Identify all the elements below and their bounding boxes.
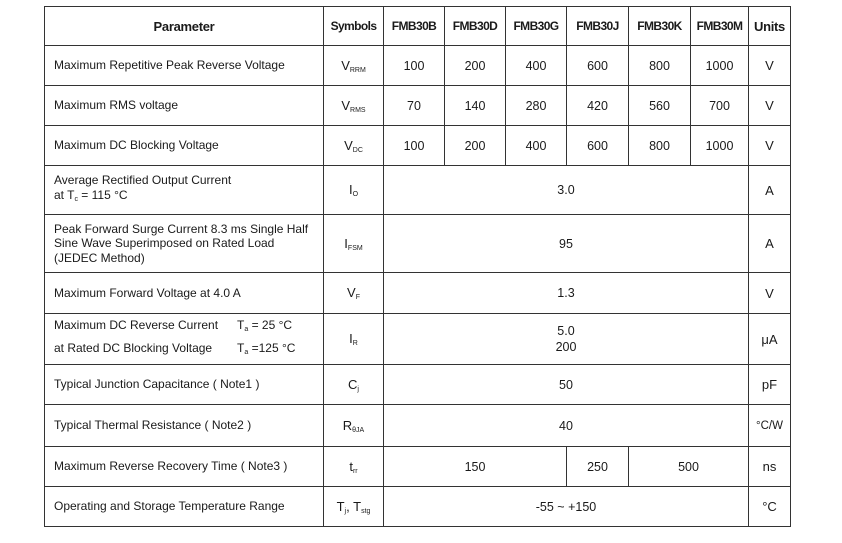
row-rth — [45, 405, 791, 447]
symbol-cell: $V_F$ — [324, 273, 384, 314]
unit-cell: V — [749, 273, 791, 314]
value-cell: -55 ~ +150 — [384, 487, 749, 527]
unit-cell: V — [749, 126, 791, 166]
value-cell: 150 — [384, 447, 567, 487]
value-cell: 800 — [629, 46, 691, 86]
unit-cell: pF — [749, 365, 791, 405]
header-part-1: FMB30B — [384, 7, 445, 46]
header-part-5: FMB30K — [629, 7, 691, 46]
header-parameter: Parameter — [45, 7, 324, 46]
value-cell: 200 — [445, 46, 506, 86]
value-cell: 100 — [384, 126, 445, 166]
param-label: Average Rectified Output Current at $T_c = 115$ °C — [45, 166, 324, 215]
value-cell: 700 — [691, 86, 749, 126]
specifications-table — [44, 6, 791, 527]
row-ir — [45, 314, 791, 365]
row-vdc — [45, 126, 791, 166]
header-part-4: FMB30J — [567, 7, 629, 46]
param-label: Maximum Repetitive Peak Reverse Voltage — [45, 46, 324, 86]
value-cell: 40 — [384, 405, 749, 447]
value-cell: 95 — [384, 215, 749, 273]
row-vrms — [45, 86, 791, 126]
row-temp — [45, 487, 791, 527]
value-cell: 5.0 200 — [384, 314, 749, 365]
symbol-cell: $I_{FSM}$ — [324, 215, 384, 273]
header-symbols: Symbols — [324, 7, 384, 46]
unit-cell: °C — [749, 487, 791, 527]
param-label: Maximum DC Reverse Current $T_a = 25$ °C at Rated DC Blocking Voltage $T_a =125$ °C — [45, 314, 324, 365]
symbol-cell: $I_R$ — [324, 314, 384, 365]
value-cell: 3.0 — [384, 166, 749, 215]
row-trr — [45, 447, 791, 487]
value-cell: 420 — [567, 86, 629, 126]
value-cell: 800 — [629, 126, 691, 166]
symbol-cell: $C_j$ — [324, 365, 384, 405]
value-cell: 500 — [629, 447, 749, 487]
unit-cell: V — [749, 86, 791, 126]
value-cell: 560 — [629, 86, 691, 126]
value-cell: 70 — [384, 86, 445, 126]
row-vf — [45, 273, 791, 314]
value-cell: 600 — [567, 46, 629, 86]
value-cell: 250 — [567, 447, 629, 487]
value-cell: 1000 — [691, 126, 749, 166]
symbol-cell: $t_{rr}$ — [324, 447, 384, 487]
value-cell: 400 — [506, 46, 567, 86]
value-cell: 280 — [506, 86, 567, 126]
symbol-cell: $V_{RMS}$ — [324, 86, 384, 126]
unit-cell: μA — [749, 314, 791, 365]
value-cell: 140 — [445, 86, 506, 126]
symbol-cell: $T_j$, $T_{stg}$ — [324, 487, 384, 527]
param-label: Peak Forward Surge Current 8.3 ms Single Half Sine Wave Superimposed on Rated Load (JEDEC Method) — [45, 215, 324, 273]
row-io — [45, 166, 791, 215]
header-part-2: FMB30D — [445, 7, 506, 46]
header-row — [45, 7, 791, 46]
param-label: Maximum RMS voltage — [45, 86, 324, 126]
unit-cell: °C/W — [749, 405, 791, 447]
value-cell: 400 — [506, 126, 567, 166]
value-cell: 200 — [445, 126, 506, 166]
symbol-cell: $R_{\theta JA}$ — [324, 405, 384, 447]
unit-cell: A — [749, 166, 791, 215]
param-label: Typical Thermal Resistance ( Note2 ) — [45, 405, 324, 447]
value-cell: 1000 — [691, 46, 749, 86]
value-cell: 100 — [384, 46, 445, 86]
param-label: Maximum Reverse Recovery Time ( Note3 ) — [45, 447, 324, 487]
symbol-cell: $V_{DC}$ — [324, 126, 384, 166]
value-cell: 600 — [567, 126, 629, 166]
param-label: Operating and Storage Temperature Range — [45, 487, 324, 527]
row-vrrm — [45, 46, 791, 86]
unit-cell: ns — [749, 447, 791, 487]
value-cell: 1.3 — [384, 273, 749, 314]
row-ifsm — [45, 215, 791, 273]
param-label: Typical Junction Capacitance ( Note1 ) — [45, 365, 324, 405]
unit-cell: A — [749, 215, 791, 273]
symbol-cell: $V_{RRM}$ — [324, 46, 384, 86]
header-part-3: FMB30G — [506, 7, 567, 46]
param-label: Maximum DC Blocking Voltage — [45, 126, 324, 166]
symbol-cell: $I_O$ — [324, 166, 384, 215]
value-cell: 50 — [384, 365, 749, 405]
row-cj — [45, 365, 791, 405]
header-units: Units — [749, 7, 791, 46]
header-part-6: FMB30M — [691, 7, 749, 46]
param-label: Maximum Forward Voltage at 4.0 A — [45, 273, 324, 314]
unit-cell: V — [749, 46, 791, 86]
